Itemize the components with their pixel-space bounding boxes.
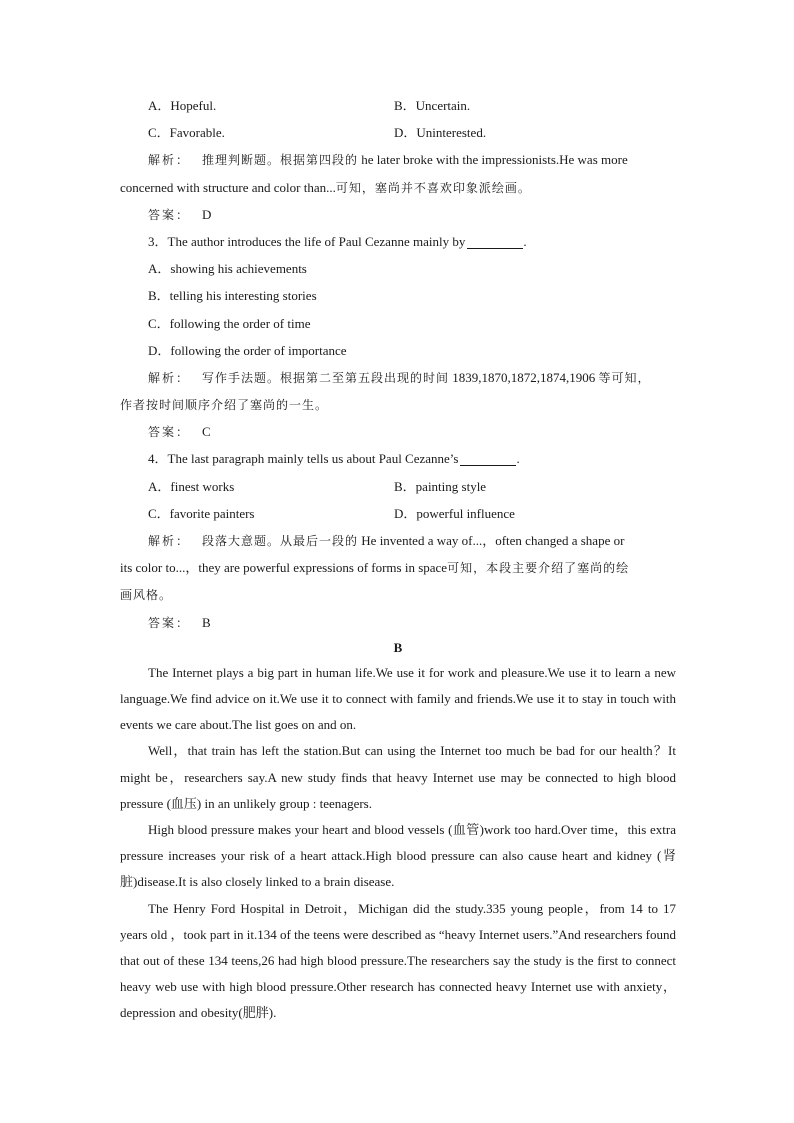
q4-options-row-2	[120, 500, 676, 527]
q4-option-c: C．favorite painters	[148, 505, 255, 521]
q4-option-d: D．powerful influence	[394, 505, 515, 521]
q4-stem: 4．The last paragraph mainly tells us about Paul Cezanne’s .	[148, 451, 520, 467]
q4-answer: 答案： B	[148, 614, 211, 630]
q3-option-a: A．showing his achievements	[148, 261, 307, 277]
q4-analysis-line-1: 解析： 段落大意题。从最后一段的 He invented a way of...，often changed a shape or	[148, 533, 625, 548]
passage-paragraph: The Internet plays a big part in human life.We use it for work and pleasure.We use it to learn a new language.We find advice on it.We use it to connect with family and friends.We use it to stay in touch with events we care about.The list goes on and on.	[120, 664, 676, 733]
q2-option-a: A．Hopeful.	[148, 98, 217, 113]
q3-analysis-line-2: 作者按时间顺序介绍了塞尚的一生。	[120, 398, 329, 413]
q2-option-c: C．Favorable.	[148, 125, 225, 141]
answer-blank	[467, 232, 523, 249]
q3-option-d: D．following the order of importance	[148, 342, 347, 358]
document-page	[120, 92, 676, 1027]
q2-analysis-line-2: concerned with structure and color than...可知，塞尚并不喜欢印象派绘画。	[120, 179, 531, 195]
passage-paragraph: Well，that train has left the station.But can using the Internet too much be bad for our health？It might be，researchers say.A new study finds that heavy Internet use may be connected to high blood pressure (血压) in an unlikely group : teenagers.	[120, 743, 676, 811]
q2-option-d: D．Uninterested.	[394, 125, 487, 141]
q3-analysis-line-1: 解析： 写作手法题。根据第二至第五段出现的时间 1839,1870,1872,1874,1906 等可知，	[148, 369, 651, 385]
q4-options-row-1	[120, 473, 676, 500]
answer-blank	[460, 449, 516, 466]
q3-answer: 答案： C	[148, 424, 211, 440]
q3-stem: 3．The author introduces the life of Paul Cezanne mainly by .	[148, 233, 527, 249]
q4-option-a: A．finest works	[148, 478, 235, 494]
q2-option-b: B．Uncertain.	[394, 98, 471, 113]
passage-body	[120, 660, 676, 1027]
q3-option-b: B．telling his interesting stories	[148, 288, 317, 304]
passage-paragraph: The Henry Ford Hospital in Detroit，Michigan did the study.335 young people，from 14 to 17 years old ，took part in it.134 of the teens were described as “heavy Internet users.”And researchers found that out of these 134 teens,26 had high blood pressure.The researchers say the study is the first to connect heavy web use with high blood pressure.Other research has connected heavy Internet use with anxiety，depression and obesity(肥胖).	[120, 900, 676, 1021]
q2-analysis-line-1: 解析： 推理判断题。根据第四段的 he later broke with the impressionists.He was more	[148, 152, 628, 168]
q2-options-row-2	[120, 119, 676, 146]
section-title: B	[393, 639, 403, 655]
q4-analysis-line-3: 画风格。	[120, 588, 173, 603]
q2-answer: 答案： D	[148, 206, 212, 222]
q2-options-row-1	[120, 92, 676, 119]
q4-analysis-line-2: its color to...，they are powerful expressions of forms in space可知，本段主要介绍了塞尚的绘	[120, 560, 630, 576]
q4-option-b: B．painting style	[394, 478, 487, 494]
q3-option-c: C．following the order of time	[148, 315, 311, 331]
passage-paragraph: High blood pressure makes your heart and blood vessels (血管)work too hard.Over time，this extra pressure increases your risk of a heart attack.High blood pressure can also cause heart and kidney (肾脏)disease.It is also closely linked to a brain disease.	[120, 821, 676, 890]
